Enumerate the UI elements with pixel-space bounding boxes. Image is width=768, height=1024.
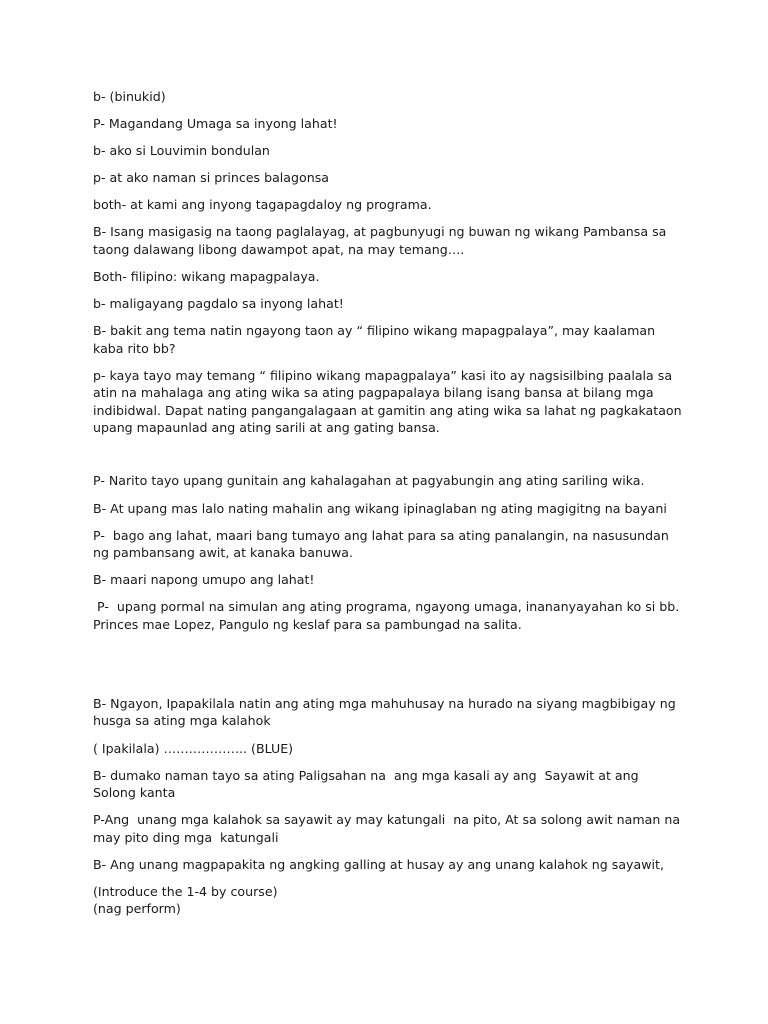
paragraph: (nag perform) [93,901,181,917]
paragraph: B- bakit ang tema natin ngayong taon ay “ filipino wikang mapagpalaya”, may kaalaman kaba rito bb? [93,323,660,356]
script-body [93,88,686,918]
paragraph: b- (binukid) [93,89,166,104]
paragraph: p- at ako naman si princes balagonsa [93,170,329,186]
paragraph: P-Ang unang mga kalahok sa sayawit ay may katungali na pito, At sa solong awit naman na may pito ding mga katungali [93,812,685,845]
paragraph: B- Ang unang magpapakita ng angking galling at husay ay ang unang kalahok ng sayawit, [93,856,664,872]
paragraph: b- ako si Louvimin bondulan [93,143,270,159]
paragraph: P- bago ang lahat, maari bang tumayo ang lahat para sa ating panalangin, na nasusundan ng pambansang awit, at kanaka banuwa. [93,527,673,561]
paragraph: B- At upang mas lalo nating mahalin ang wikang ipinaglaban ng ating magigitng na bayani [93,500,667,516]
blank-line [93,446,683,472]
paragraph: P- upang pormal na simulan ang ating programa, ngayong umaga, inananyayahan ko si bb. Princes mae Lopez, Pangulo ng keslaf para sa pambungad na salita. [93,599,684,632]
paragraph: B- dumako naman tayo sa ating Paligsahan na ang mga kasali ay ang Sayawit at ang Solong kanta [93,767,643,801]
paragraph: b- maligayang pagdalo sa inyong lahat! [93,296,344,312]
blank-line [93,643,683,695]
paragraph: B- maari napong umupo ang lahat! [93,572,315,588]
paragraph: P- Magandang Umaga sa inyong lahat! [93,116,338,132]
paragraph: ( Ipakilala) ……………….. (BLUE) [93,740,294,756]
paragraph: B- Isang masigasig na taong paglalayag, at pagbunyugi ng buwan ng wikang Pambansa sa taong dalawang libong dawampot apat, na may temang…. [93,224,671,257]
paragraph: B- Ngayon, Ipapakilala natin ang ating mga mahuhusay na hurado na siyang magbibigay ng husga sa ating mga kalahok [93,695,680,729]
paragraph: Both- filipino: wikang mapagpalaya. [93,269,320,285]
paragraph: P- Narito tayo upang gunitain ang kahalagahan at pagyabungin ang ating sariling wika. [93,473,645,489]
paragraph: (Introduce the 1-4 by course) [93,883,278,899]
paragraph: p- kaya tayo may temang “ filipino wikang mapagpalaya” kasi ito ay nagsisilbing paalala sa atin na mahalaga ang ating wika sa ating pagpapalaya bilang isang bansa at bilang mga indibidwal. Dapat nating pangangalagaan at gamitin ang ating wika sa lahat ng pagkakataon upang mapaunlad ang ating sarili at ang gating bansa. [93,367,686,436]
paragraph: both- at kami ang inyong tagapagdaloy ng programa. [93,197,432,213]
